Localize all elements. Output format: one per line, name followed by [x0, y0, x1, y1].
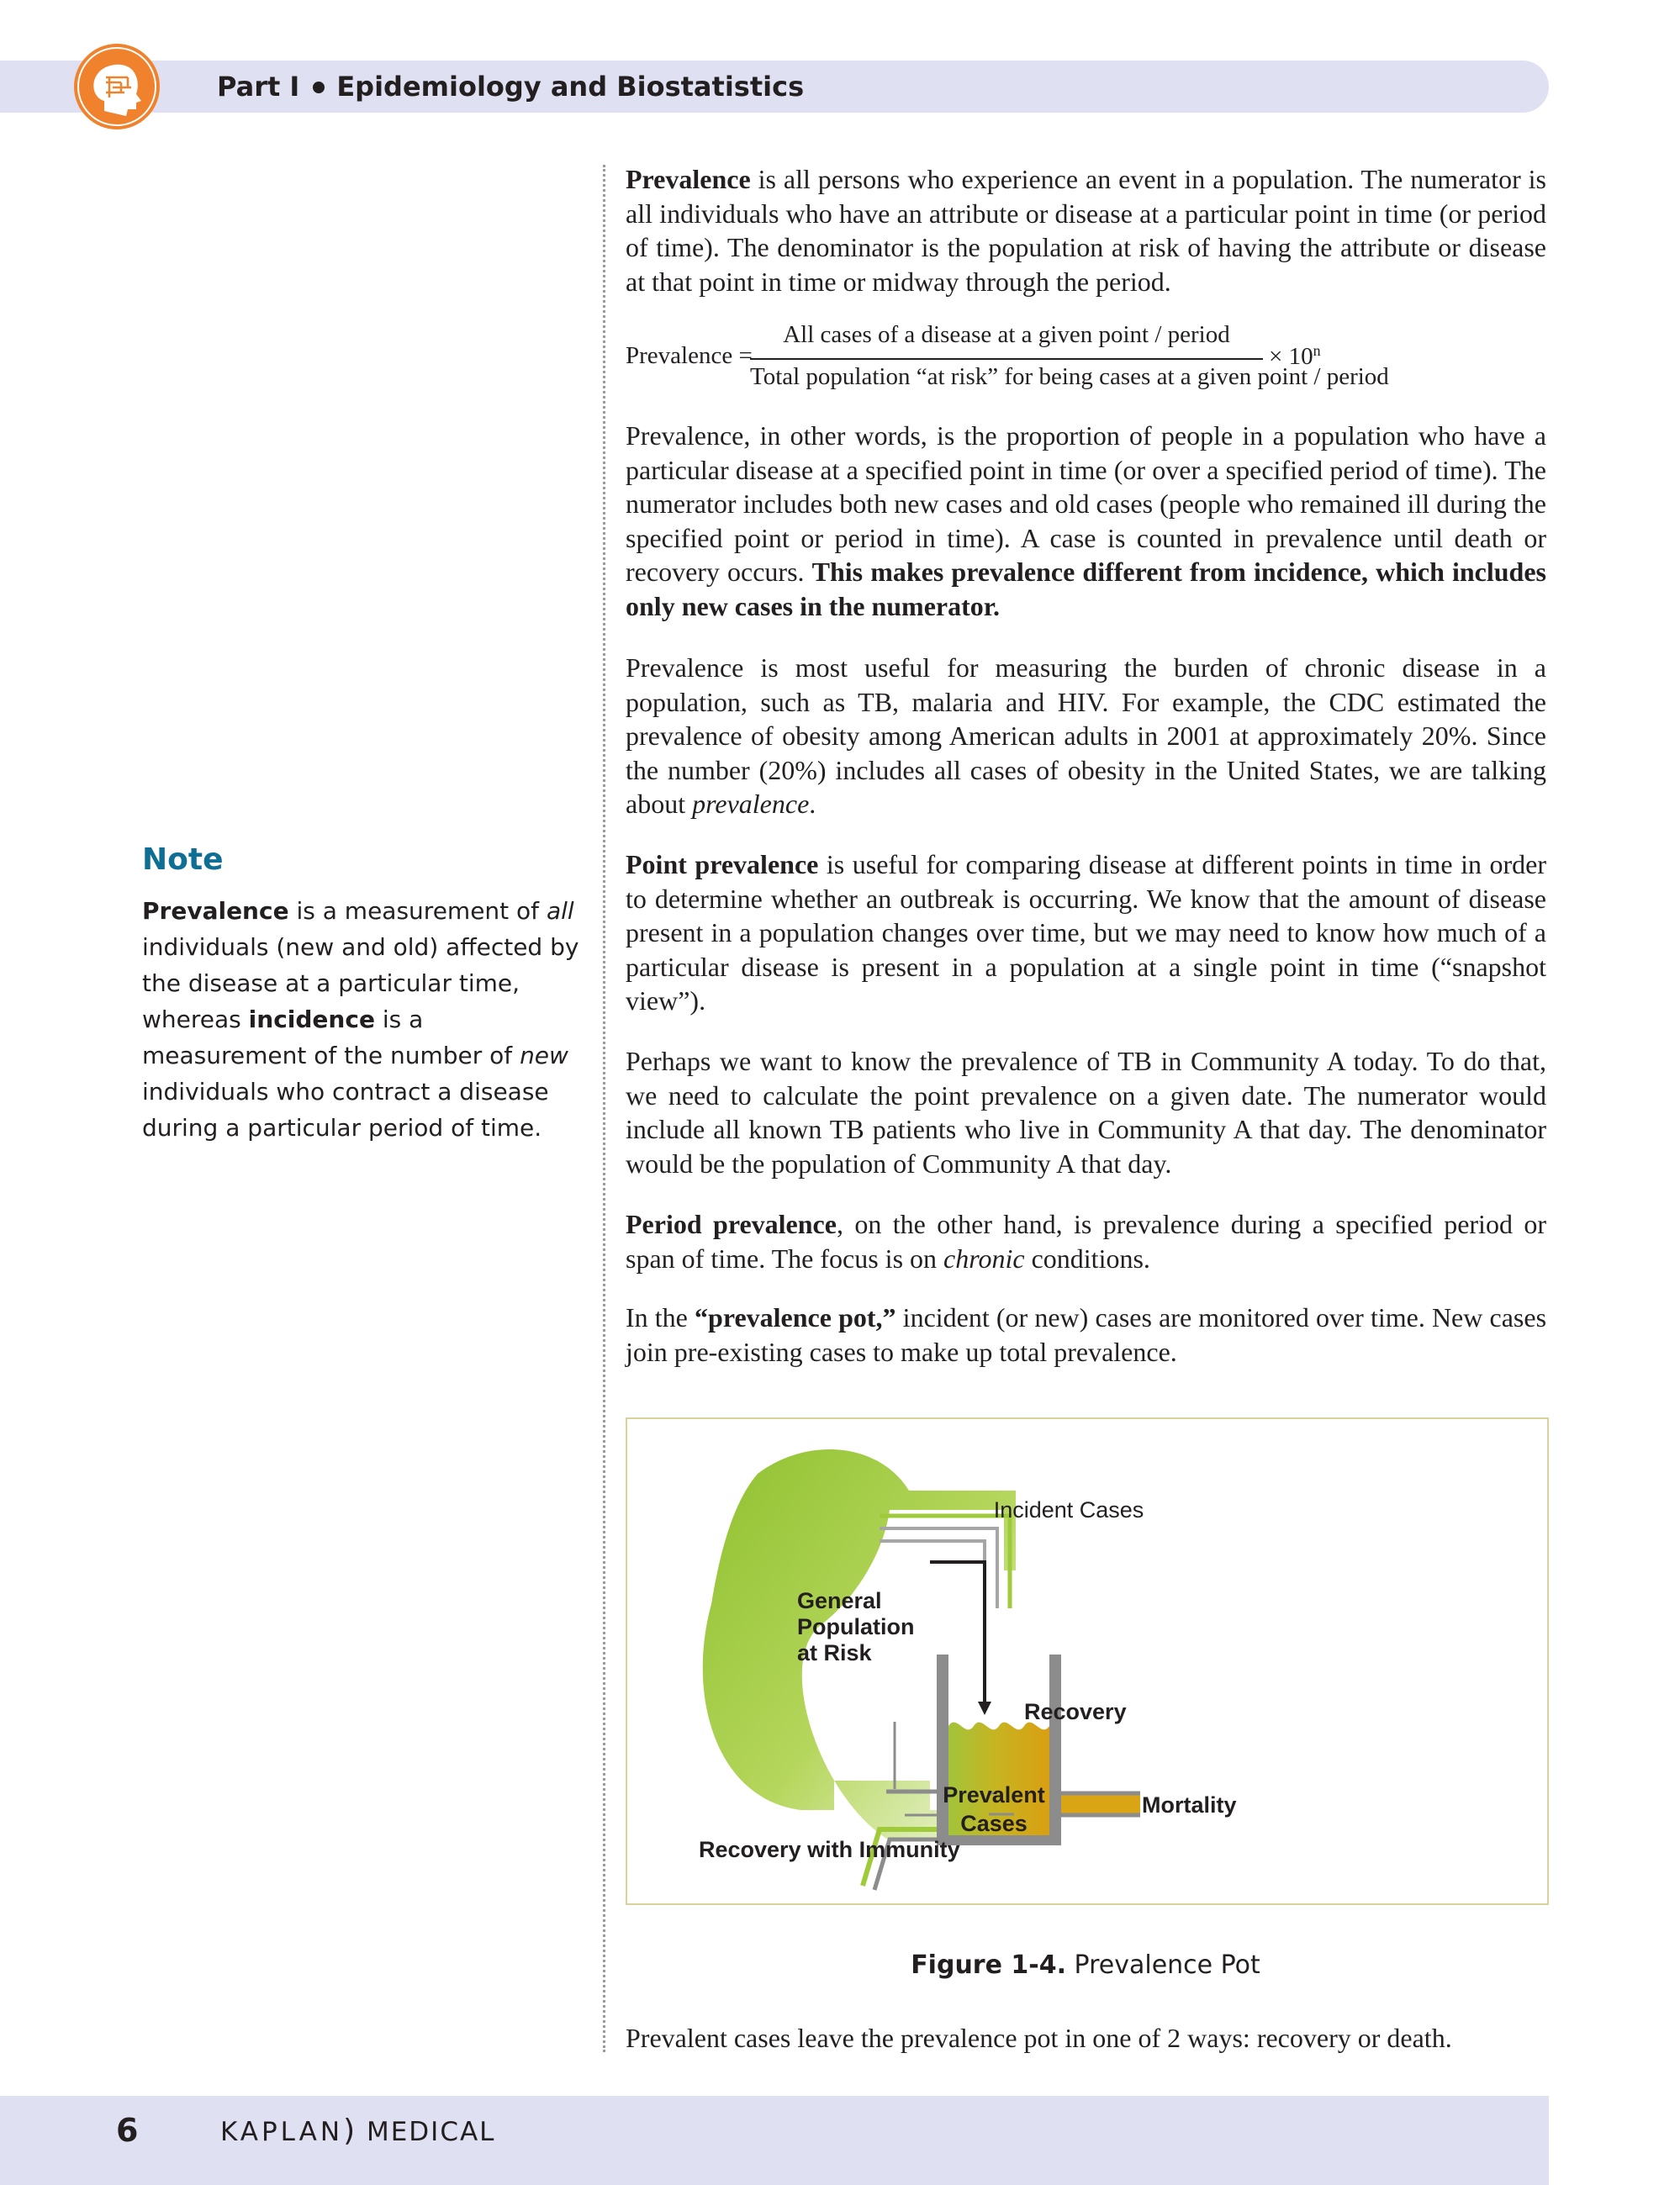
note-italic: new	[520, 1042, 568, 1069]
label-mortality: Mortality	[1142, 1792, 1237, 1818]
running-header	[217, 66, 804, 108]
page-number: 6	[116, 2112, 139, 2149]
italic-term: chronic	[943, 1243, 1025, 1274]
figure-title: Prevalence Pot	[1065, 1950, 1260, 1980]
paragraph-chronic-burden	[626, 651, 1546, 821]
prevalence-formula	[626, 321, 1559, 401]
figure-number: Figure 1-4.	[911, 1950, 1066, 1980]
formula-lhs: Prevalence =	[626, 342, 753, 369]
paragraph-point-prevalence	[626, 847, 1546, 1018]
note-text: individuals (new and old) affected by the disease at a particular time, whereas	[142, 933, 579, 1033]
figure-caption	[626, 1950, 1545, 1980]
prevalence-pot-diagram	[627, 1419, 1547, 1903]
italic-term: prevalence	[692, 789, 810, 819]
part-label: Part I	[217, 71, 300, 103]
fraction-bar	[750, 358, 1263, 360]
paragraph-end: conditions.	[1024, 1243, 1150, 1274]
label-general-population-1: General	[797, 1588, 882, 1613]
paragraph-text: Prevalence is most useful for measuring the burden of chronic disease in a population, such as TB, malaria and HIV. For example, the CDC estimated the prevalence of obesity among American adults in 2001 at approximately 20%. Since the number (20%) includes all cases of obesity in the United States, we are talking about	[626, 652, 1546, 819]
paragraph-prevalence-definition	[626, 162, 1546, 298]
paragraph-text: Prevalence, in other words, is the proportion of people in a population who have a particular disease at a specified point in time (or over a specified period of time). The numerator includes both new cases and old cases (people who remained ill during the specified point or period in time). A case is counted in prevalence until death or recovery occurs.	[626, 420, 1546, 587]
note-text: is a measurement of	[288, 897, 547, 925]
publisher-logo	[220, 2114, 495, 2148]
label-prevalent-cases-2: Cases	[960, 1811, 1028, 1836]
paragraph-text: is useful for comparing disease at different points in time in order to determine whether an outbreak is occurring. We know that the amount of disease present in a population changes over time, but we may need to know how much of a particular disease is present in a population at a single point in time (“snapshot view”).	[626, 849, 1547, 1016]
paragraph-prevalent-cases-leave	[626, 2021, 1546, 2056]
paragraph-period-prevalence	[626, 1207, 1546, 1275]
formula-numerator: All cases of a disease at a given point / period	[783, 321, 1230, 348]
bullet-separator	[313, 82, 325, 93]
bold-statement: This makes prevalence different from incidence, which includes only new cases in the numerator.	[626, 557, 1547, 621]
formula-denominator: Total population “at risk” for being cases at a given point / period	[750, 363, 1389, 390]
paragraph-text: Perhaps we want to know the prevalence of TB in Community A today. To do that, we need to calculate the point prevalence on a given date. The numerator would include all known TB patients who live in Community A that day. The denominator would be the population of Community A that day.	[626, 1046, 1546, 1179]
label-general-population-2: Population	[797, 1614, 915, 1639]
note-title: Note	[142, 842, 224, 877]
note-text: individuals who contract a disease during a particular period of time.	[142, 1078, 549, 1142]
paragraph-prevalence-pot	[626, 1301, 1546, 1369]
note-body	[142, 893, 579, 1146]
paragraph-community-example	[626, 1044, 1546, 1180]
pot-right-wall	[1049, 1655, 1061, 1844]
term-prevalence-pot: “prevalence pot,”	[695, 1302, 896, 1333]
paragraph-prevalence-explained	[626, 419, 1546, 623]
label-prevalent-cases-1: Prevalent	[943, 1782, 1045, 1808]
multiplier-exponent: n	[1313, 342, 1321, 359]
paragraph-text: incident (or new) cases are monitored over time. New cases join pre-existing cases to make up total prevalence.	[626, 1302, 1547, 1367]
note-term-incidence: incidence	[248, 1005, 375, 1033]
brand-paren: )	[343, 2114, 357, 2148]
multiplier-base: × 10	[1269, 343, 1313, 370]
label-recovery-with-immunity: Recovery with Immunity	[699, 1837, 960, 1862]
term-period-prevalence: Period prevalence	[626, 1209, 837, 1239]
column-divider	[603, 165, 605, 2052]
paragraph-end: .	[809, 789, 816, 819]
head-maze-icon	[72, 42, 161, 131]
term-prevalence: Prevalence	[626, 164, 751, 194]
note-term-prevalence: Prevalence	[142, 897, 289, 925]
brand-name: KAPLAN	[220, 2117, 344, 2147]
paragraph-text: Prevalent cases leave the prevalence pot in one of 2 ways: recovery or death.	[626, 2023, 1452, 2053]
label-incident-cases: Incident Cases	[993, 1497, 1144, 1523]
paragraph-text: is all persons who experience an event in a population. The numerator is all individuals who have an attribute or disease at a particular point in time (or period of time). The denominator is the population at risk of having the attribute or disease at that point in time or midway through the period.	[626, 164, 1546, 297]
term-point-prevalence: Point prevalence	[626, 849, 819, 879]
section-title: Epidemiology and Biostatistics	[336, 71, 805, 103]
note-italic: all	[546, 897, 574, 925]
note-text: is a measurement of the number of	[142, 1005, 520, 1069]
mortality-pipe	[1061, 1793, 1140, 1815]
figure-prevalence-pot	[626, 1417, 1549, 1905]
label-recovery: Recovery	[1024, 1699, 1127, 1724]
brand-division: MEDICAL	[366, 2117, 496, 2147]
formula-multiplier	[1269, 342, 1321, 371]
paragraph-start: In the	[626, 1302, 695, 1333]
label-general-population-3: at Risk	[797, 1640, 872, 1665]
paragraph-text: , on the other hand, is prevalence during a specified period or span of time. The focus is on	[626, 1209, 1547, 1274]
